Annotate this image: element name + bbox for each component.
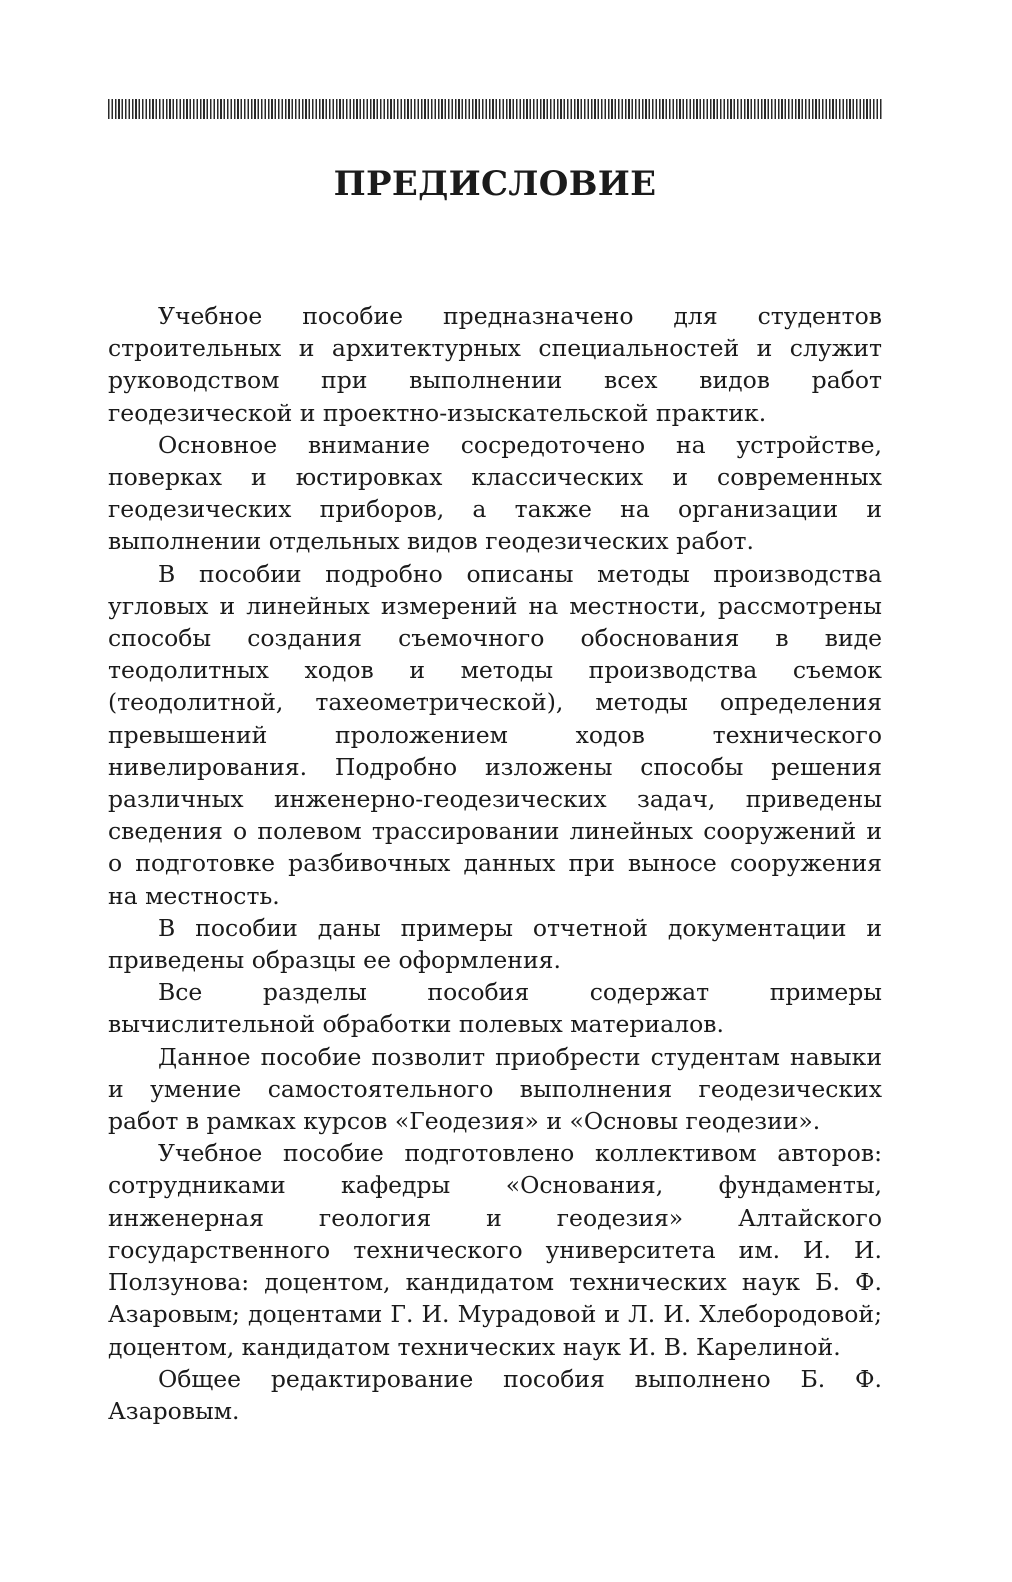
paragraph: В пособии подробно описаны методы производства угловых и линейных измерений на местности, рассмотрены способы создания съемочного обоснования в виде теодолитных ходов и методы производства съемок (теодолитной, тахеометрической), методы определения превышений проложением ходов технического нивелирования. Подробно изложены способы решения различных инженерно-геодезических задач, приведены сведения о полевом трассировании линейных сооружений и о подготовке разбивочных данных при выносе сооружения на местность.	[108, 559, 882, 910]
preface-body	[108, 300, 882, 1427]
paragraph: Основное внимание сосредоточено на устройстве, поверках и юстировках классических и современных геодезических приборов, а также на организации и выполнении отдельных видов геодезических работ.	[108, 430, 882, 556]
paragraph: Данное пособие позволит приобрести студентам навыки и умение самостоятельного выполнения геодезических работ в рамках курсов «Геодезия» и «Основы геодезии».	[108, 1042, 882, 1136]
paragraph: Общее редактирование пособия выполнено Б. Ф. Азаровым.	[108, 1364, 882, 1425]
paragraph: Учебное пособие подготовлено коллективом авторов: сотрудниками кафедры «Основания, фундаменты, инженерная геология и геодезия» Алтайского государственного технического университета им. И. И. Ползунова: доцентом, кандидатом технических наук Б. Ф. Азаровым; доцентами Г. И. Мурадовой и Л. И. Хлебородовой; доцентом, кандидатом технических наук И. В. Карелиной.	[108, 1139, 882, 1361]
paragraph: В пособии даны примеры отчетной документации и приведены образцы ее оформления.	[108, 913, 882, 975]
paragraph: Учебное пособие предназначено для студентов строительных и архитектурных специальностей и служит руководством при выполнении всех видов работ геодезической и проектно-изыскательской практик.	[108, 302, 882, 427]
page-title: ПРЕДИСЛОВИЕ	[333, 164, 657, 204]
decorative-rule	[108, 99, 882, 119]
paragraph: Все разделы пособия содержат примеры вычислительной обработки полевых материалов.	[108, 978, 882, 1039]
